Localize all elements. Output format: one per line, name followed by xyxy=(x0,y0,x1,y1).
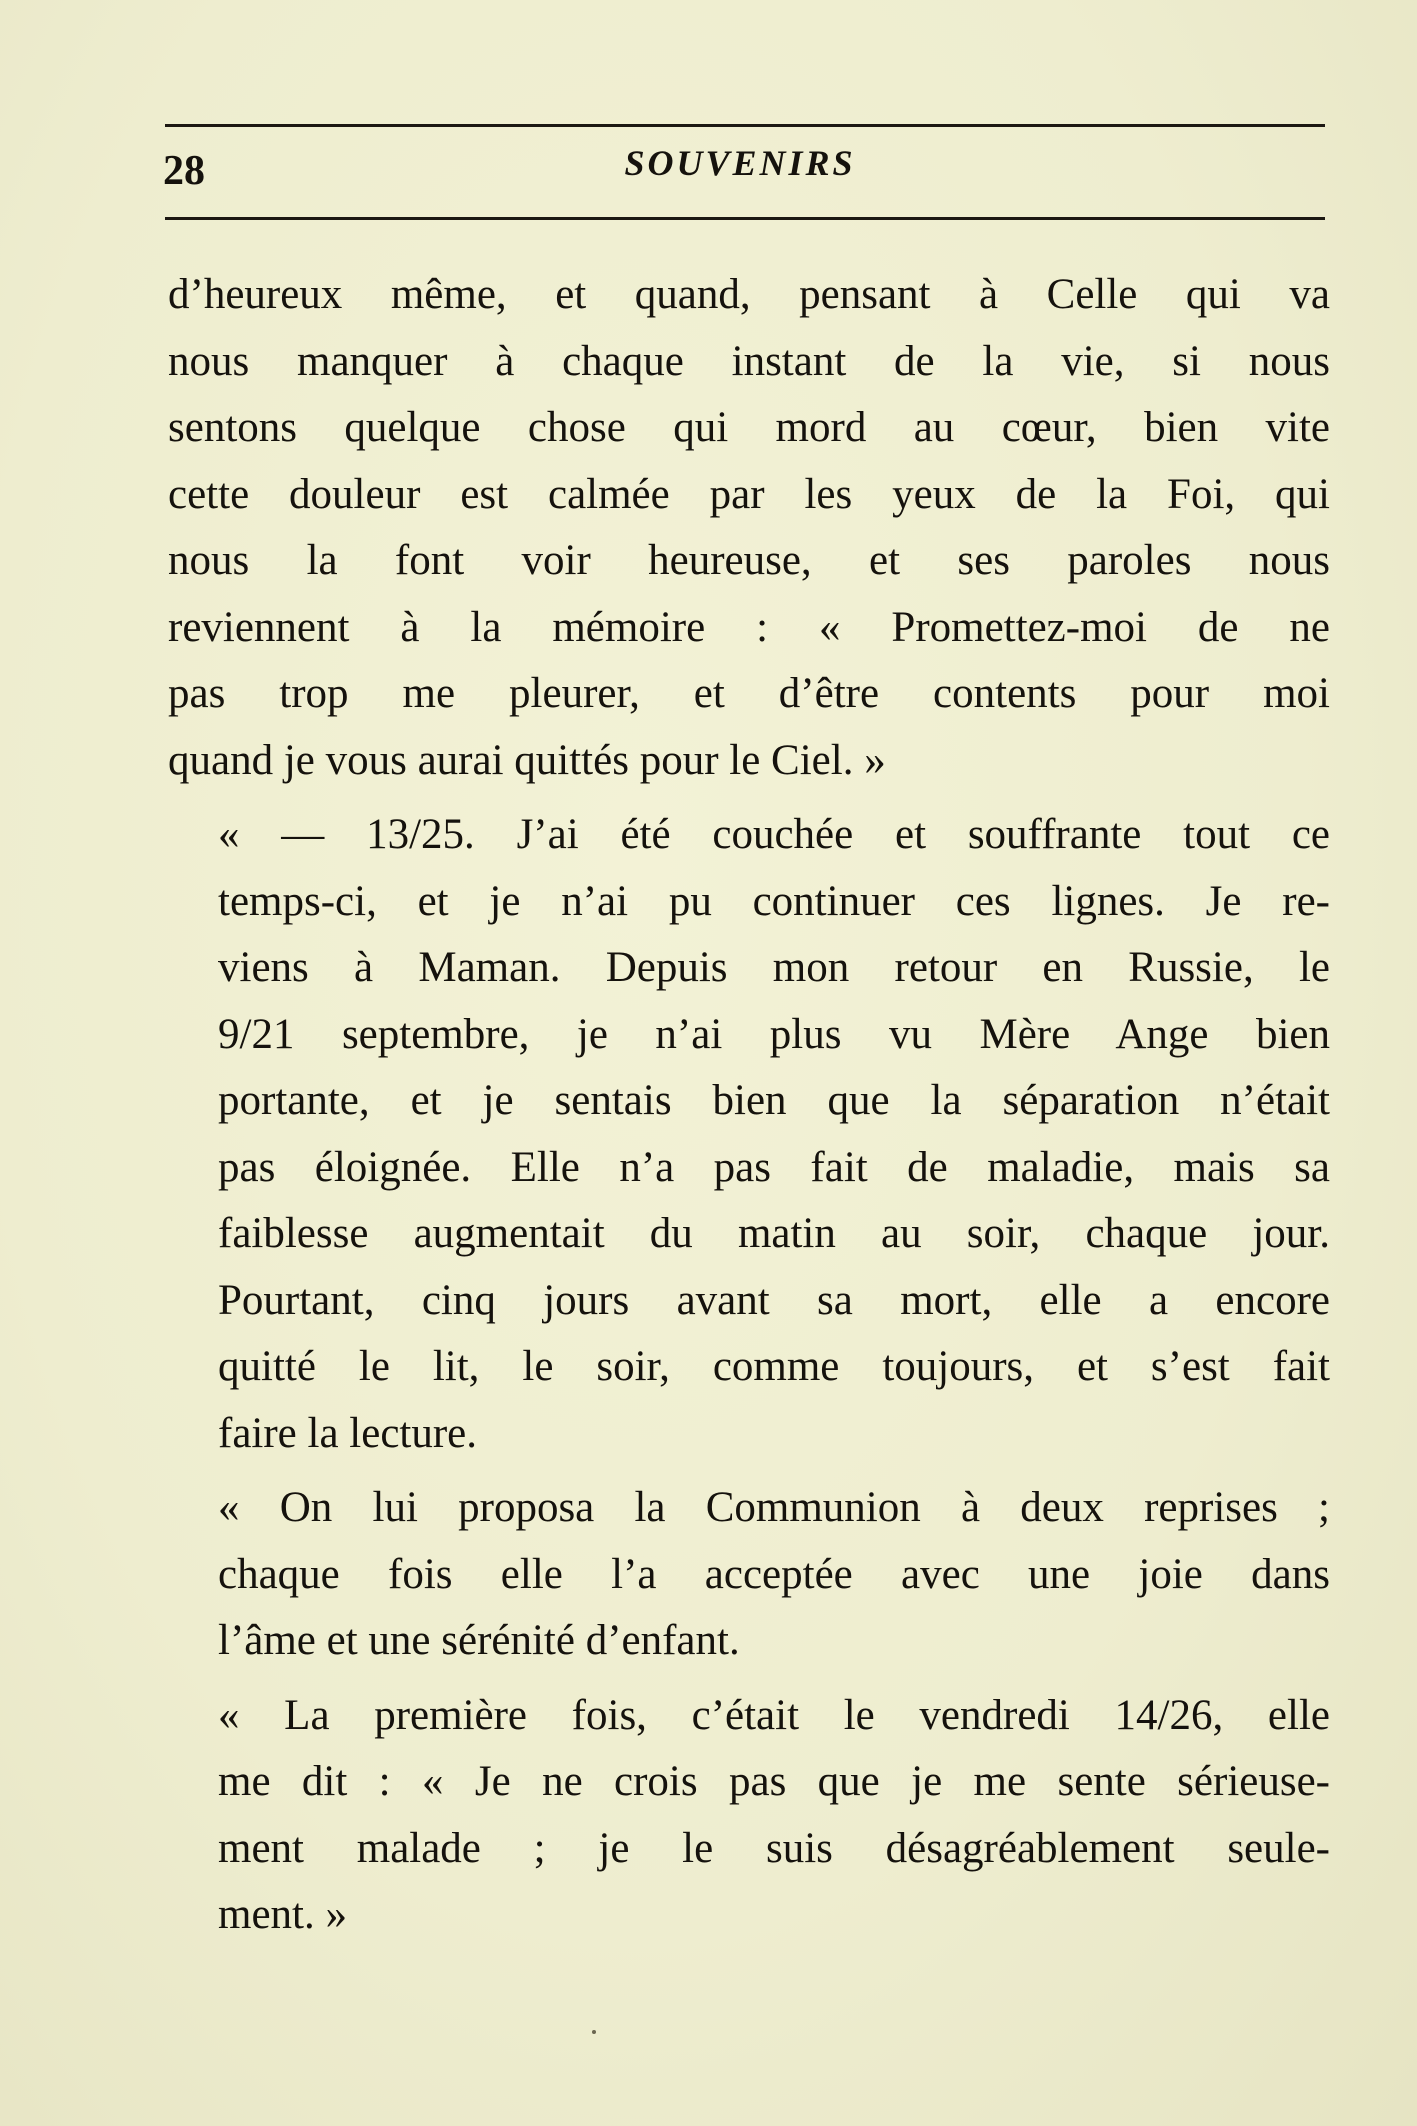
body-text xyxy=(168,262,1330,1957)
text-line: d’heureux même, et quand, pensant à Celle qui va xyxy=(168,271,1330,318)
paragraph-3 xyxy=(168,1475,1330,1675)
text-line: quitté le lit, le soir, comme toujours, et s’est fait xyxy=(218,1343,1330,1390)
text-line: « La première fois, c’était le vendredi 14/26, elle xyxy=(218,1691,1330,1739)
text-line: portante, et je sentais bien que la séparation n’était xyxy=(218,1077,1330,1124)
text-line: faire la lecture. xyxy=(218,1409,478,1457)
text-line: Pourtant, cinq jours avant sa mort, elle a encore xyxy=(218,1276,1330,1324)
running-head: SOUVENIRS xyxy=(624,143,856,183)
paper-speck xyxy=(592,2030,596,2034)
header-top-rule xyxy=(165,124,1325,127)
text-line: nous manquer à chaque instant de la vie, si nous xyxy=(168,337,1330,385)
text-line: me dit : « Je ne crois pas que je me sente sérieuse- xyxy=(218,1758,1330,1805)
paragraph-4 xyxy=(168,1683,1330,1949)
text-line: ment. » xyxy=(218,1891,347,1938)
page-number: 28 xyxy=(163,148,205,194)
text-line: faiblesse augmentait du matin au soir, chaque jour. xyxy=(218,1210,1330,1257)
text-line: pas éloignée. Elle n’a pas fait de maladie, mais sa xyxy=(218,1143,1330,1191)
text-line: cette douleur est calmée par les yeux de la Foi, qui xyxy=(168,470,1330,518)
text-line: pas trop me pleurer, et d’être contents pour moi xyxy=(168,670,1330,717)
text-line: l’âme et une sérénité d’enfant. xyxy=(218,1617,740,1664)
text-line: temps-ci, et je n’ai pu continuer ces lignes. Je re- xyxy=(218,877,1330,925)
text-line: viens à Maman. Depuis mon retour en Russie, le xyxy=(218,944,1330,991)
text-line: chaque fois elle l’a acceptée avec une joie dans xyxy=(218,1550,1330,1598)
text-line: nous la font voir heureuse, et ses paroles nous xyxy=(168,537,1330,584)
text-line: sentons quelque chose qui mord au cœur, bien vite xyxy=(168,404,1330,451)
paragraph-1 xyxy=(168,262,1330,794)
header-bottom-rule xyxy=(165,217,1325,220)
paragraph-2 xyxy=(168,802,1330,1467)
text-line: quand je vous aurai quittés pour le Ciel. » xyxy=(168,736,886,784)
text-line: « — 13/25. J’ai été couchée et souffrante tout ce xyxy=(218,811,1330,858)
text-line: 9/21 septembre, je n’ai plus vu Mère Ange bien xyxy=(218,1010,1330,1058)
text-line: ment malade ; je le suis désagréablement seule- xyxy=(218,1824,1330,1872)
text-line: reviennent à la mémoire : « Promettez-moi de ne xyxy=(168,603,1330,651)
text-line: « On lui proposa la Communion à deux reprises ; xyxy=(218,1484,1330,1531)
